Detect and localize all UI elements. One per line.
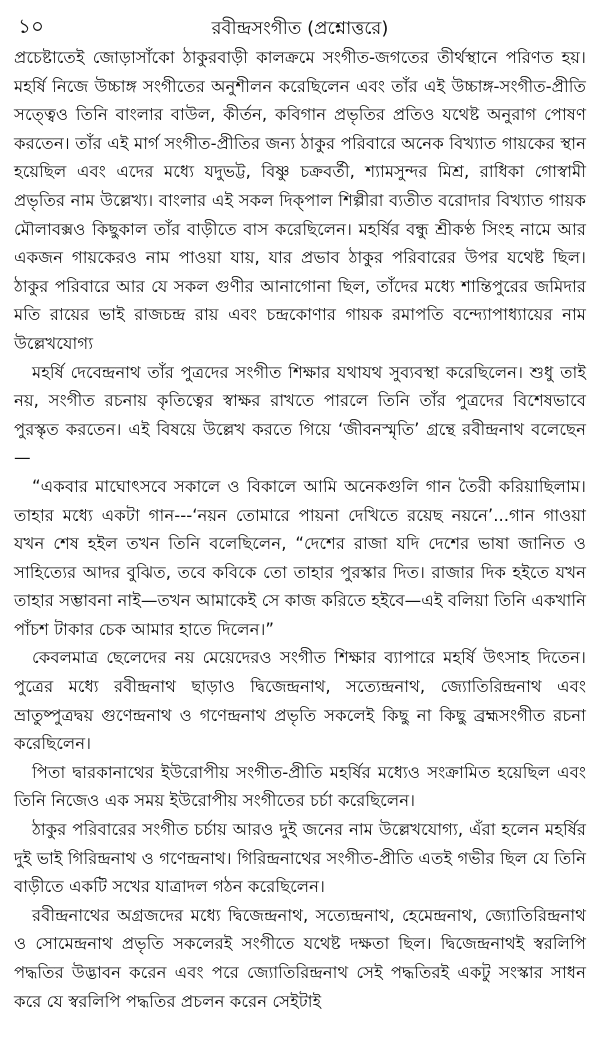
paragraph-daughters-music: কেবলমাত্র ছেলেদের নয় মেয়েদেরও সংগীত শিক্ষার ব্যাপারে মহর্ষি উৎসাহ দিতেন। পুত্রের মধ্যে রবীন্দ্রনাথ ছাড়াও দ্বিজেন্দ্রনাথ, সত্যেন্দ্রনাথ, জ্যোতিরিন্দ্রনাথ এবং ভ্রাতুষ্পুত্রদ্বয় গুণেন্দ্রনাথ ও গণেন্দ্রনাথ প্রভৃতি সকলেই কিছু না কিছু ব্রহ্মসংগীত রচনা করেছিলেন।	[14, 648, 586, 754]
paragraph-brothers: ঠাকুর পরিবারের সংগীত চর্চায় আরও দুই জনের নাম উল্লেখযোগ্য, এঁরা হলেন মহর্ষির দুই ভাই গিরিন্দ্রনাথ ও গণেন্দ্রনাথ। গিরিন্দ্রনাথের সংগীত-প্রীতি এতই গভীর ছিল যে তিনি বাড়ীতে একটি সখের যাত্রাদল গঠন করেছিলেন।	[14, 820, 586, 897]
paragraph-notation: রবীন্দ্রনাথের অগ্রজদের মধ্যে দ্বিজেন্দ্রনাথ, সত্যেন্দ্রনাথ, হেমেন্দ্রনাথ, জ্যোতিরিন্দ্রনাথ ও সোমেন্দ্রনাথ প্রভৃতি সকলেরই সংগীতে যথেষ্ট দক্ষতা ছিল। দ্বিজেন্দ্রনাথই স্বরলিপি পদ্ধতির উদ্ভাবন করেন এবং পরে জ্যোতিরিন্দ্রনাথ সেই পদ্ধতিরই একটু সংস্কার সাধন করে যে স্বরলিপি পদ্ধতির প্রচলন করেন সেইটাই	[14, 905, 586, 1011]
quotation-jibansmriti: “একবার মাঘোৎসবে সকালে ও বিকালে আমি অনেকগুলি গান তৈরী করিয়াছিলাম। তাহার মধ্যে একটা গান---‘নয়ন তোমারে পায়না দেখিতে রয়েছ নয়নে’...গান গাওয়া যখন শেষ হইল তখন তিনি বলেছিলেন, “দেশের রাজা যদি দেশের ভাষা জানিত ও সাহিত্যের আদর বুঝিত, তবে কবিকে তো তাহার পুরস্কার দিত। রাজার দিক হইতে যখন তাহার সম্ভাবনা নাই—তখন আমাকেই সে কাজ করিতে হইবে—এই বলিয়া তিনি একখানি পাঁচশ টাকার চেক আমার হাতে দিলেন।”	[14, 476, 586, 639]
page-header	[14, 8, 586, 44]
running-title: রবীন্দ্রসংগীত (প্রশ্নোত্তরে)	[211, 18, 389, 39]
paragraph-maharshi-education: মহর্ষি দেবেন্দ্রনাথ তাঁর পুত্রদের সংগীত শিক্ষার যথাযথ সুব্যবস্থা করেছিলেন। শুধু তাই নয়, সংগীত রচনায় কৃতিত্বের স্বাক্ষর রাখতে পারলে তিনি তাঁর পুত্রদের বিশেষভাবে পুরস্কৃত করতেন। এই বিষয়ে উল্লেখ করতে গিয়ে ‘জীবনস্মৃতি’ গ্রন্থে রবীন্দ্রনাথ বলেছেন—	[14, 362, 586, 468]
page-number: ১০	[18, 14, 44, 38]
body-text	[14, 44, 586, 1016]
paragraph-continuation: প্রচেষ্টাতেই জোড়াসাঁকো ঠাকুরবাড়ী কালক্রমে সংগীত-জগতের তীর্থস্থানে পরিণত হয়। মহর্ষি নিজে উচ্চাঙ্গ সংগীতের অনুশীলন করেছিলেন এবং তাঁর এই উচ্চাঙ্গ-সংগীত-প্রীতি সত্ত্বেও তিনি বাংলার বাউল, কীর্তন, কবিগান প্রভৃতির প্রতিও যথেষ্ট অনুরাগ পোষণ করতেন। তাঁর এই মার্গ সংগীত-প্রীতির জন্য ঠাকুর পরিবারে অনেক বিখ্যাত গায়কের স্থান হয়েছিল এবং এদের মধ্যে যদুভট্ট, বিষ্ণু চক্রবর্তী, শ্যামসুন্দর মিশ্র, রাধিকা গোস্বামী প্রভৃতির নাম উল্লেখ্য। বাংলার এই সকল দিক্‌পাল শিল্পীরা ব্যতীত বরোদার বিখ্যাত গায়ক মৌলাবক্সও কিছুকাল তাঁর বাড়ীতে বাস করেছিলেন। মহর্ষির বন্ধু শ্রীকণ্ঠ সিংহ নামে আর একজন গায়কেরও নাম পাওয়া যায়, যার প্রভাব ঠাকুর পরিবারের উপর যথেষ্ট ছিল। ঠাকুর পরিবারে আর যে সকল গুণীর আনাগোনা ছিল, তাঁদের মধ্যে শান্তিপুরের জমিদার মতি রায়ের ভাই রাজচন্দ্র রায় এবং চন্দ্রকোণার গায়ক রমাপতি বন্দ্যোপাধ্যায়ের নাম উল্লেখযোগ্য	[14, 48, 586, 353]
paragraph-european-music: পিতা দ্বারকানাথের ইউরোপীয় সংগীত-প্রীতি মহর্ষির মধ্যেও সংক্রামিত হয়েছিল এবং তিনি নিজেও এক সময় ইউরোপীয় সংগীতের চর্চা করেছিলেন।	[14, 762, 586, 811]
